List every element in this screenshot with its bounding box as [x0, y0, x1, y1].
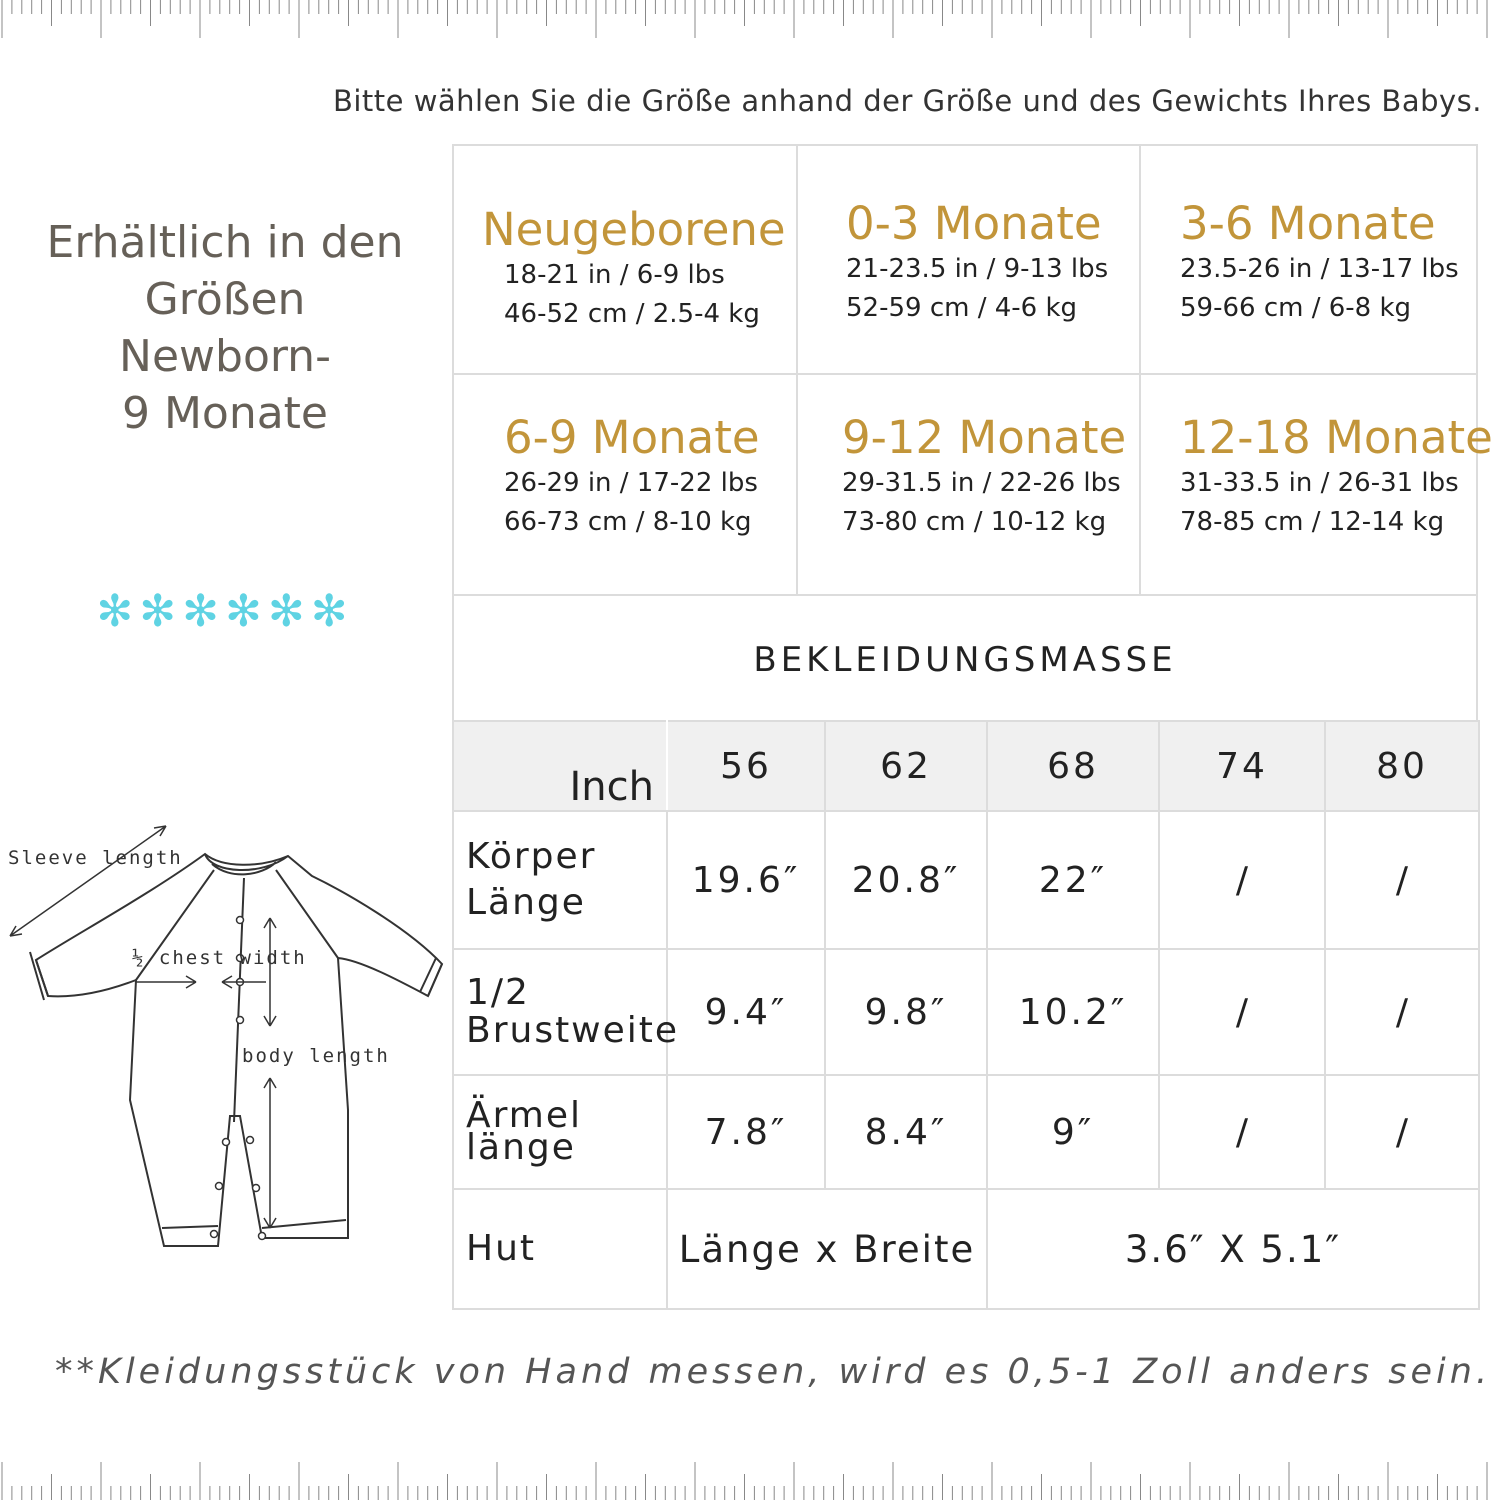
availability-line: 9 Monate	[121, 388, 329, 439]
row-label-line: Ärmel	[466, 1095, 583, 1136]
chest-width-label: ½ chest width	[132, 947, 307, 969]
table-cell: /	[1159, 1075, 1325, 1189]
size-title: 6-9 Monate	[504, 411, 760, 464]
size-title: 12-18 Monate	[1180, 411, 1493, 464]
size-imperial: 18-21 in / 6-9 lbs	[504, 260, 725, 290]
size-title: 3-6 Monate	[1180, 197, 1436, 250]
row-label-line: Körper	[466, 836, 597, 877]
size-header: 80	[1325, 721, 1479, 811]
row-label-line: Länge	[466, 882, 586, 923]
instruction-text: Bitte wählen Sie die Größe anhand der Größe und des Gewichts Ihres Babys.	[332, 84, 1482, 118]
table-row	[453, 1189, 1479, 1309]
table-cell: /	[1159, 811, 1325, 949]
row-label	[453, 1075, 667, 1189]
ruler-top	[0, 0, 1500, 56]
size-header: 62	[825, 721, 987, 811]
ruler-bottom	[0, 1444, 1500, 1500]
row-label	[453, 811, 667, 949]
size-imperial: 26-29 in / 17-22 lbs	[504, 468, 758, 498]
footer-note: **Kleidungsstück von Hand messen, wird es 0,5-1 Zoll anders sein.	[55, 1352, 1492, 1392]
table-row	[453, 949, 1479, 1075]
measurements-heading-box	[452, 596, 1478, 720]
size-imperial: 29-31.5 in / 22-26 lbs	[842, 468, 1121, 498]
unit-label: Inch	[453, 721, 667, 811]
size-metric: 52-59 cm / 4-6 kg	[846, 293, 1078, 323]
table-cell: 22″	[987, 811, 1159, 949]
table-header-row	[453, 721, 1479, 811]
sleeve-length-label: Sleeve length	[8, 847, 183, 869]
romper-diagram	[0, 810, 450, 1260]
availability-text	[20, 214, 430, 442]
size-card-12-18	[1180, 412, 1493, 542]
size-card-0-3	[846, 198, 1108, 328]
measure-arrows	[10, 826, 276, 1228]
body-length-label: body length	[242, 1045, 390, 1067]
size-metric: 78-85 cm / 12-14 kg	[1180, 507, 1445, 537]
row-label	[453, 949, 680, 1075]
row-label-line: länge	[466, 1127, 576, 1168]
size-header: 56	[667, 721, 825, 811]
size-imperial: 31-33.5 in / 26-31 lbs	[1180, 468, 1459, 498]
size-metric: 59-66 cm / 6-8 kg	[1180, 293, 1412, 323]
table-cell: /	[1325, 949, 1479, 1075]
table-cell: 9.4″	[667, 949, 825, 1075]
table-cell: 10.2″	[987, 949, 1159, 1075]
size-header: 74	[1159, 721, 1325, 811]
table-cell: 9.8″	[825, 949, 987, 1075]
size-card-9-12	[842, 412, 1126, 542]
table-cell: /	[1325, 811, 1479, 949]
table-cell: 9″	[987, 1075, 1159, 1189]
size-title: 9-12 Monate	[842, 411, 1127, 464]
star-divider: ✻✻✻✻✻✻	[96, 586, 354, 637]
row-label-line: 1/2	[466, 972, 530, 1013]
romper-placket	[234, 878, 244, 1122]
measurements-table	[452, 720, 1480, 1310]
table-row	[453, 1075, 1479, 1189]
size-card-3-6	[1180, 198, 1459, 328]
table-cell: 7.8″	[667, 1075, 825, 1189]
size-title: Neugeborene	[482, 203, 786, 256]
table-cell: 20.8″	[825, 811, 987, 949]
table-row	[453, 811, 1479, 949]
row-label: Hut	[453, 1189, 667, 1309]
size-title: 0-3 Monate	[846, 197, 1102, 250]
size-metric: 73-80 cm / 10-12 kg	[842, 507, 1107, 537]
size-imperial: 23.5-26 in / 13-17 lbs	[1180, 254, 1459, 284]
grid-divider	[1139, 146, 1141, 594]
availability-line: Erhältlich in den	[46, 217, 404, 268]
size-metric: 66-73 cm / 8-10 kg	[504, 507, 752, 537]
size-grid	[452, 144, 1493, 596]
size-imperial: 21-23.5 in / 9-13 lbs	[846, 254, 1109, 284]
size-card-6-9	[504, 412, 760, 542]
availability-line: Größen	[144, 274, 306, 325]
table-cell: 8.4″	[825, 1075, 987, 1189]
table-cell: /	[1159, 949, 1325, 1075]
grid-divider	[454, 373, 1476, 375]
size-header: 68	[987, 721, 1159, 811]
table-cell: /	[1325, 1075, 1479, 1189]
grid-divider	[796, 146, 798, 594]
measurements-heading: BEKLEIDUNGSMASSE	[753, 640, 1177, 680]
size-metric: 46-52 cm / 2.5-4 kg	[504, 299, 760, 329]
availability-line: Newborn-	[119, 331, 331, 382]
table-cell: 19.6″	[667, 811, 825, 949]
hat-dims-value: 3.6″ X 5.1″	[987, 1189, 1479, 1309]
hat-dims-label: Länge x Breite	[667, 1189, 987, 1309]
row-label-line: Brustweite	[466, 1010, 680, 1051]
size-card-newborn	[482, 204, 786, 334]
romper-leg-bands	[162, 1220, 346, 1228]
